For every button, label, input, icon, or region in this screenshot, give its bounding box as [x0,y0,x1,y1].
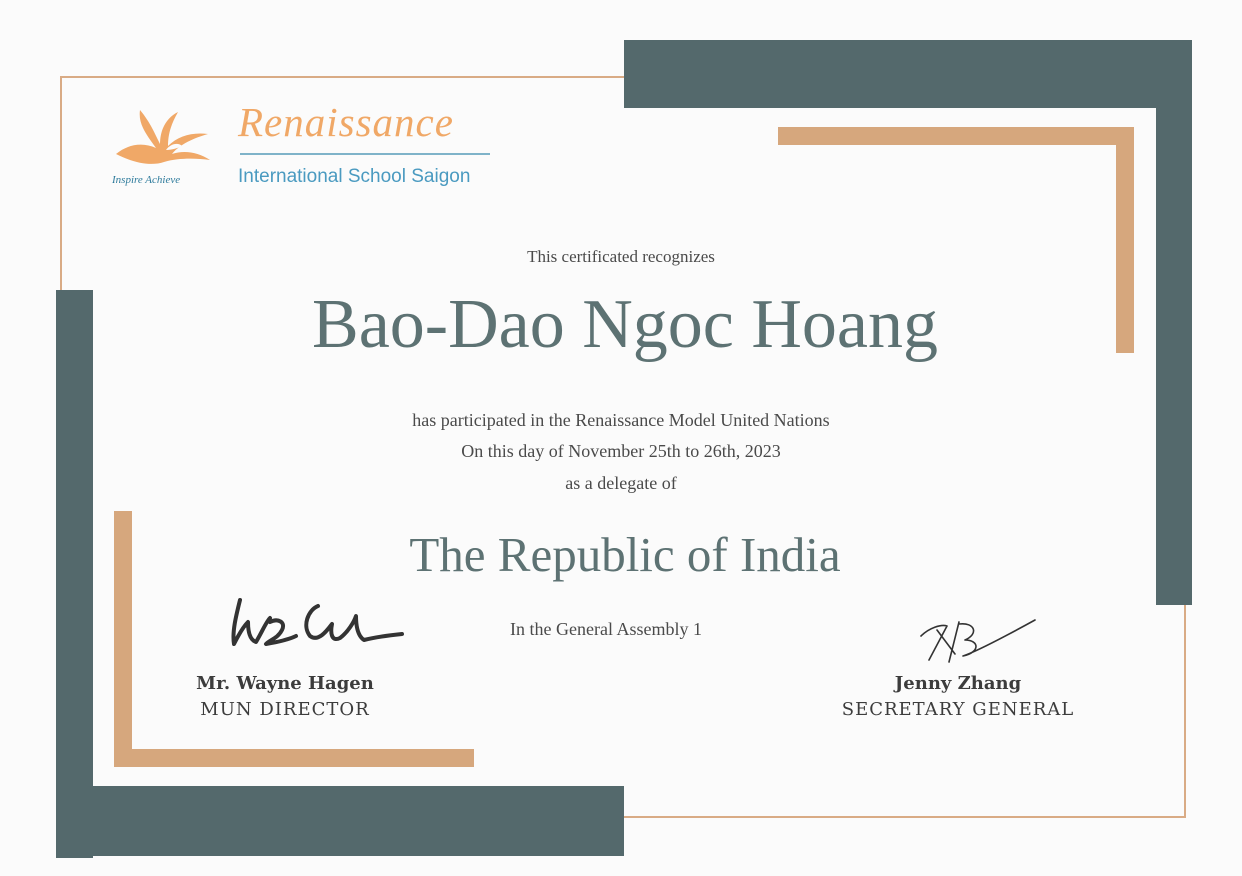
school-subtitle: International School Saigon [238,166,471,187]
committee-name: In the General Assembly 1 [510,619,702,639]
school-motto: Inspire Achieve [112,174,181,186]
top-right-tan-bar [778,127,1133,145]
school-logo-emblem [108,104,218,172]
left-signatory-title: MUN DIRECTOR [200,699,370,720]
logo-divider [240,153,490,155]
right-signatory-name: Jenny Zhang [894,673,1022,694]
bottom-left-dark-bar [56,786,624,856]
bottom-left-tan-bar [114,749,474,767]
date-line: On this day of November 25th to 26th, 2023 [461,441,781,461]
certificate-intro: This certificated recognizes [527,247,715,266]
delegation-country: The Republic of India [409,527,841,582]
right-signature [915,614,1040,666]
top-right-dark-bar [624,40,1192,108]
left-signature [222,592,407,654]
recipient-name: Bao-Dao Ngoc Hoang [312,286,938,363]
participation-line: has participated in the Renaissance Model United Nations [412,410,830,430]
right-signatory-title: SECRETARY GENERAL [841,699,1075,720]
left-signatory-name: Mr. Wayne Hagen [196,673,374,694]
delegate-line: as a delegate of [565,473,677,493]
school-name: Renaissance [238,99,454,145]
